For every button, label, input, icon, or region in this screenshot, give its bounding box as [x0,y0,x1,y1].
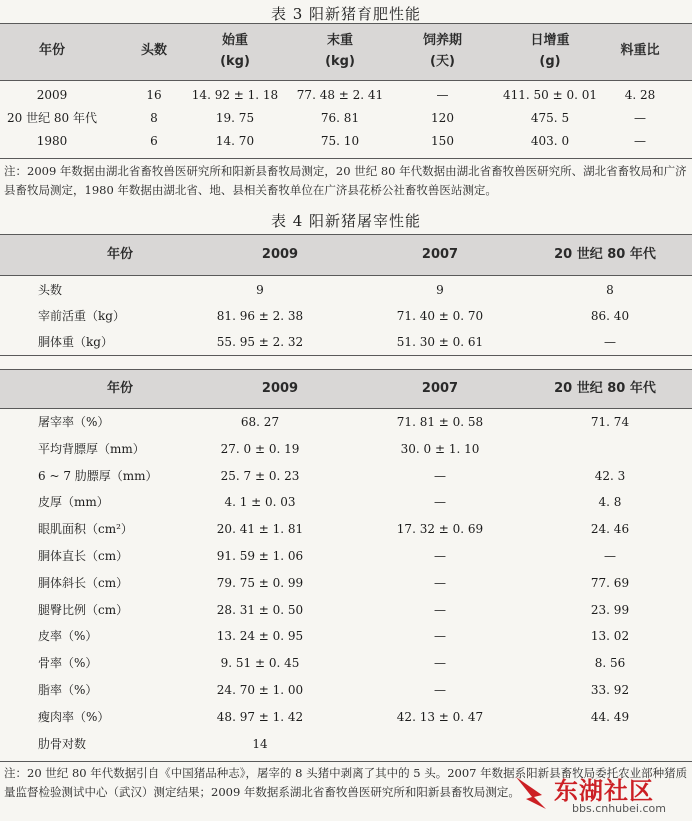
table4b-cell: 23. 99 [590,602,630,617]
table4b-cell: 42. 13 ± 0. 47 [396,709,484,724]
table4-title: 表 4 阳新猪屠宰性能 [270,212,422,230]
table4b-cell: 眼肌面积（cm²） [38,522,133,537]
table3-header-cell: (g) [539,54,561,69]
table4b-cell: — [434,575,446,590]
table4b-cell: 68. 27 [240,415,280,429]
table3-header-cell: (kg) [325,54,355,69]
table3-cell: 8 [150,111,158,125]
table4-cell: — [604,335,616,349]
table4b-cell: 24. 70 ± 1. 00 [216,683,304,697]
table4b-cell: 71. 81 ± 0. 58 [396,415,484,429]
table4b-cell: — [604,549,616,563]
table3-header-cell: 头数 [140,43,167,58]
table3-header-cell: (kg) [220,54,250,69]
table4b-cell: 42. 3 [594,468,626,483]
watermark-logo [512,771,692,821]
logo-swoosh-icon [512,773,556,813]
table4b-cell: 77. 69 [590,575,630,590]
table3-cell: — [634,111,646,125]
table4b-cell: 13. 02 [590,629,630,644]
table4b-cell: 30. 0 ± 1. 10 [400,441,480,456]
table4b-header-rule [0,408,692,409]
table4b-cell: — [434,495,446,510]
table4b-cell: 13. 24 ± 0. 95 [216,629,304,644]
table4-cell: 宰前活重（kg） [38,309,125,323]
logo-name: 东湖社区 [554,777,654,805]
table4b-cell: — [434,602,446,617]
table3-cell: 6 [150,134,158,148]
table3-cell: 14. 70 [215,134,255,148]
table4b-cell: 20. 41 ± 1. 81 [216,522,304,537]
table3-cell: 76. 81 [320,111,360,125]
table4-bottom-rule [0,355,692,356]
table3-header-cell: 始重 [221,33,248,48]
table4b-header-cell: 年份 [106,381,133,396]
table4b-cell: 9. 51 ± 0. 45 [220,656,300,671]
table4b-cell: 脂率（%） [38,683,98,697]
table3-header-cell: 年份 [38,43,65,58]
table3-cell: 77. 48 ± 2. 41 [296,88,384,102]
table4-header-rule [0,275,692,276]
table3-bottom-rule [0,158,692,159]
table3-cell: 14. 92 ± 1. 18 [191,88,279,102]
table3-cell: 16 [146,88,162,102]
table4b-cell: 28. 31 ± 0. 50 [216,602,304,617]
table4b-cell: 24. 46 [590,522,630,537]
table3-cell: 19. 75 [215,111,255,125]
table3-cell: 1980 [36,134,68,148]
table4-cell: 9 [436,283,444,297]
table3-cell: 403. 0 [530,134,570,148]
table4b-cell: 肋骨对数 [38,736,87,751]
table4-header-cell: 年份 [106,247,133,262]
table3-header-cell: 日增重 [530,33,570,48]
table4b-cell: 4. 1 ± 0. 03 [224,495,296,510]
table4-cell: 86. 40 [590,309,630,323]
table4b-cell: — [434,468,446,483]
table3-cell: 411. 50 ± 0. 01 [502,88,598,102]
table4-cell: 8 [606,283,614,297]
table4b-cell: 91. 59 ± 1. 06 [216,549,304,563]
table4b-cell: 71. 74 [590,415,630,429]
table4b-bottom-rule [0,761,692,762]
table3-cell: 4. 28 [624,88,656,102]
table3-header-rule [0,80,692,81]
table4b-cell: 骨率（%） [38,656,98,671]
table3-cell: 75. 10 [320,134,360,148]
table4b-header-cell: 2007 [421,381,459,396]
table4-header-cell: 20 世纪 80 年代 [554,247,656,262]
table3-note: 注：2009 年数据由湖北省畜牧兽医研究所和阳新县畜牧局测定，20 世纪 80 年代数据由湖北省畜牧兽医研究所、湖北省畜牧局和广济县畜牧局测定，1980 年数据由湖北省、地、县相关畜牧单位在广济县花桥公社畜牧兽医站测定。 [4,164,687,197]
table4b-cell: 胴体斜长（cm） [38,575,129,590]
table4b-cell: 6 ~ 7 肋膘厚（mm） [38,468,158,483]
table4b-cell: 27. 0 ± 0. 19 [220,441,300,456]
table3-cell: — [634,134,646,148]
table3-cell: 20 世纪 80 年代 [7,111,97,125]
table4b-cell: 瘦肉率（%） [38,709,110,724]
table4b-note: 注：20 世纪 80 年代数据引自《中国猪品种志》，屠宰的 8 头猪中剥离了其中的 5 头。2007 年数据系阳新县畜牧局委托农业部种猪质量监督检验测试中心（武汉）测定结果；2009 年数据系湖北省畜牧兽医研究所和阳新县畜牧局测定。 [4,766,688,799]
table3-cell: 150 [431,134,454,148]
table4b-cell: — [434,683,446,697]
table4-cell: 81. 96 ± 2. 38 [216,309,304,323]
table3-cell: — [436,88,449,102]
table3-header-cell: 饲养期 [422,33,462,48]
table4-cell: 头数 [38,283,63,297]
table4b-cell: 平均背膘厚（mm） [38,441,145,456]
table3-header-cell: (天) [430,54,455,69]
table3-header-cell: 料重比 [620,43,660,58]
table4b-cell: 17. 32 ± 0. 69 [396,522,484,537]
table4b-cell: 14 [252,736,268,751]
table4b-cell: — [434,549,446,563]
table4b-cell: 皮厚（mm） [38,495,109,510]
table4-header-cell: 2007 [421,247,459,262]
table3-title: 表 3 阳新猪育肥性能 [270,5,422,23]
table4-cell: 71. 40 ± 0. 70 [396,309,484,323]
table4b-cell: — [434,656,446,671]
table3-cell: 2009 [36,88,68,102]
table4-cell: 55. 95 ± 2. 32 [216,335,304,349]
table4-cell: 胴体重（kg） [38,335,113,349]
table4-cell: 51. 30 ± 0. 61 [396,335,484,349]
table4b-cell: 8. 56 [594,656,626,671]
table4b-cell: 4. 8 [598,495,622,510]
table4b-header-cell: 2009 [261,381,299,396]
table4b-cell: 48. 97 ± 1. 42 [216,709,304,724]
table3-cell: 475. 5 [530,111,570,125]
logo-url: bbs.cnhubei.com [572,802,666,815]
table4b-cell: 25. 7 ± 0. 23 [220,468,300,483]
table4-header-cell: 2009 [261,247,299,262]
table4-cell: 9 [256,283,264,297]
table4b-cell: 33. 92 [590,683,630,697]
table4b-cell: 腿臀比例（cm） [38,602,129,617]
table4b-cell: 胴体直长（cm） [38,549,129,563]
table4b-cell: 屠宰率（%） [38,415,110,429]
table4b-header-cell: 20 世纪 80 年代 [554,381,656,396]
table3-header-cell: 末重 [326,33,353,48]
table4b-cell: — [434,629,446,644]
table4b-cell: 79. 75 ± 0. 99 [216,575,304,590]
table3-cell: 120 [431,111,454,125]
table4b-cell: 皮率（%） [38,629,98,644]
table4b-cell: 44. 49 [590,709,630,724]
